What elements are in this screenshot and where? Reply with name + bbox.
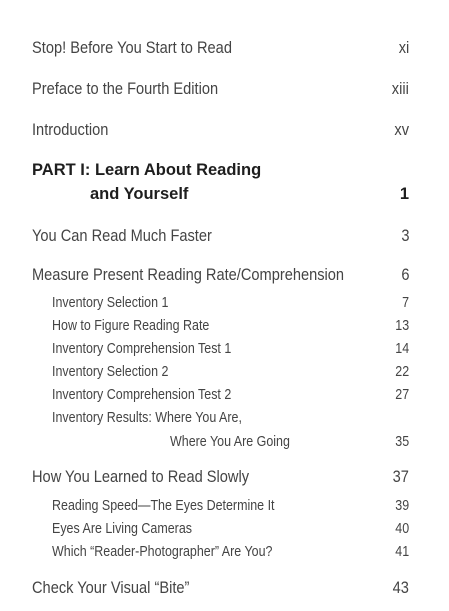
toc-subentry-title: Eyes Are Living Cameras (52, 521, 193, 537)
part-title-line1: PART I: Learn About Reading (32, 161, 262, 179)
toc-entry-page: 37 (392, 467, 409, 486)
toc-entry-title: Measure Present Reading Rate/Comprehension (32, 265, 345, 284)
part-title-line2: and Yourself (90, 185, 189, 203)
toc-subentry-title: Inventory Selection 1 (52, 295, 169, 311)
toc-subentry-page: 41 (395, 544, 409, 560)
toc-subentry-page: 7 (402, 295, 409, 311)
toc-subentry-title: Reading Speed—The Eyes Determine It (52, 498, 275, 514)
toc-entry-page: xv (394, 120, 409, 139)
toc-entry-page: xiii (391, 79, 409, 98)
toc-subentry-page: 14 (395, 341, 409, 357)
toc-subentry-title: Inventory Comprehension Test 2 (52, 387, 232, 403)
toc-entry-title: Preface to the Fourth Edition (32, 79, 219, 98)
part-page: 1 (399, 185, 409, 203)
toc-subentry-title: How to Figure Reading Rate (52, 318, 210, 334)
toc-entry-title: How You Learned to Read Slowly (32, 467, 250, 486)
toc-subentry-title: Which “Reader-Photographer” Are You? (52, 544, 273, 560)
toc-entry-page: 43 (392, 578, 409, 597)
toc-subentry-page: 13 (395, 318, 409, 334)
toc-entry-title: Introduction (32, 120, 109, 139)
toc-entry-title: Stop! Before You Start to Read (32, 38, 232, 57)
toc-subentry-page: 40 (395, 521, 409, 537)
toc-entry-page: 6 (400, 265, 409, 284)
toc-entry-page: xi (398, 38, 409, 57)
toc-entry-title: You Can Read Much Faster (32, 226, 212, 245)
toc-subentry-title: Inventory Comprehension Test 1 (52, 341, 232, 357)
toc-subentry-page: 35 (395, 434, 409, 450)
toc-entry-title: Check Your Visual “Bite” (32, 578, 190, 597)
toc-subentry-page: 39 (395, 498, 409, 514)
toc-subentry-title: Inventory Selection 2 (52, 364, 169, 380)
toc-subentry-page: 27 (395, 387, 409, 403)
toc-entry-page: 3 (400, 226, 409, 245)
toc-subentry-title: Inventory Results: Where You Are, (52, 410, 242, 426)
toc-subentry-title: Where You Are Going (170, 434, 290, 450)
toc-subentry-page: 22 (395, 364, 409, 380)
